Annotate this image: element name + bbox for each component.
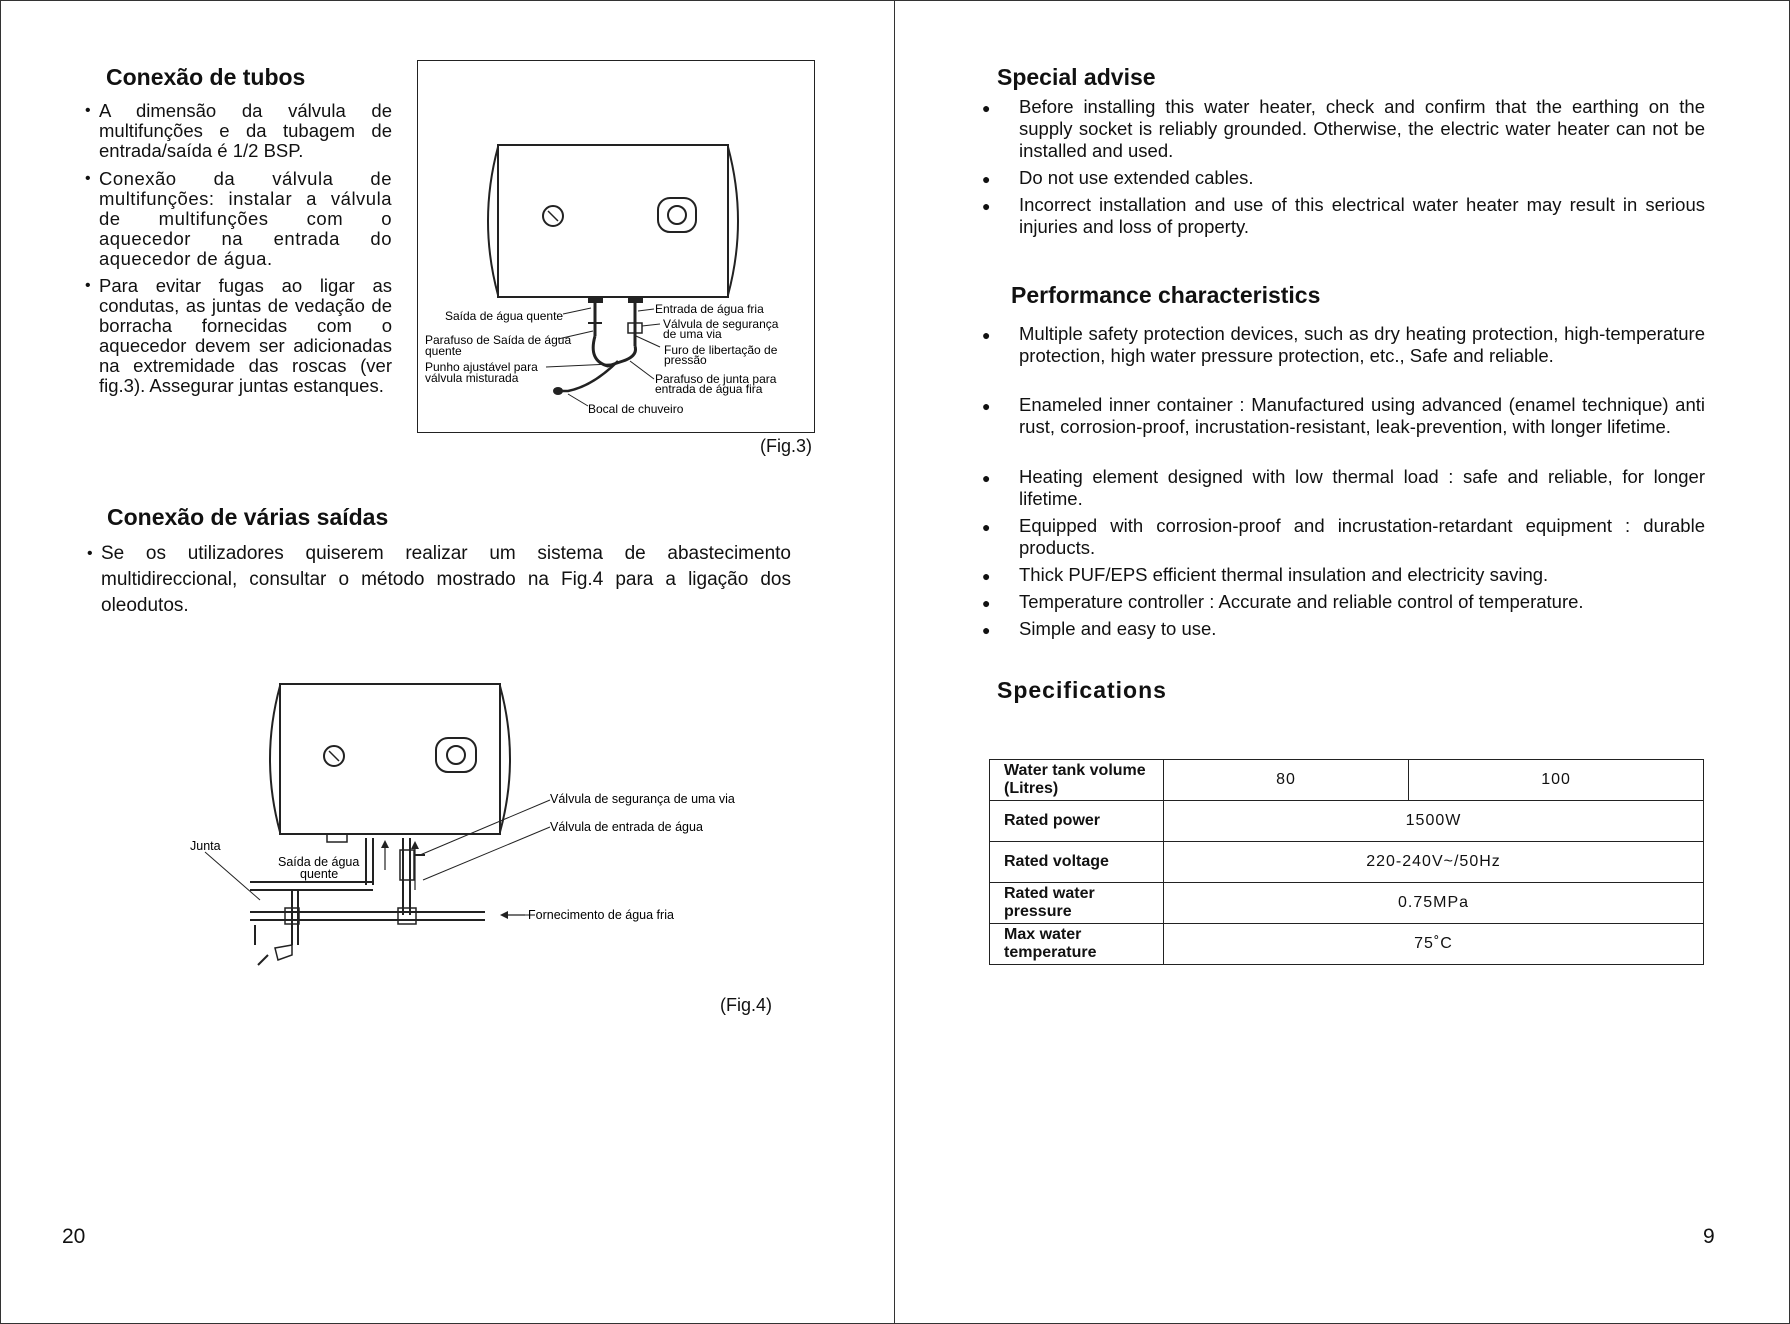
fig3-label-hot-screw-2: quente bbox=[425, 344, 462, 358]
perf-heading: Performance characteristics bbox=[1011, 282, 1321, 308]
multi-bullet: • Se os utilizadores quiserem realizar um sistema de abastecimento multidireccional, consultar o método mostrado na Fig.4 para a ligação dos oleodutos. bbox=[87, 543, 791, 616]
spec-table bbox=[989, 759, 1704, 965]
fig3-label-hot-screw-1: Parafuso de Saída de água bbox=[425, 333, 572, 347]
spec-heading: Specifications bbox=[997, 677, 1167, 703]
fig4-label-inlet-valve: Válvula de entrada de água bbox=[550, 820, 703, 834]
spec-label: Rated voltage bbox=[990, 842, 1164, 883]
tubes-bullet-3: • Para evitar fugas ao ligar as condutas, as juntas de vedação de borracha fornecidas com o aquecedor devem ser adicionadas na extremidade das roscas (ver fig.3). Assegurar juntas estanques. bbox=[85, 275, 392, 396]
fig3-label-cold-inlet: Entrada de água fria bbox=[655, 302, 764, 316]
perf-bullet-7: ● Simple and easy to use. bbox=[982, 618, 1217, 639]
spec-row-voltage bbox=[990, 842, 1704, 883]
multi-heading: Conexão de várias saídas bbox=[107, 504, 389, 530]
spec-value: 100 bbox=[1409, 760, 1704, 801]
spec-value: 75˚C bbox=[1164, 924, 1704, 965]
spec-label: Max water temperature bbox=[990, 924, 1164, 965]
fig3-label-safety-2: de uma via bbox=[663, 327, 722, 341]
fig4-knob-icon bbox=[436, 738, 476, 772]
perf-bullet-1: ● Multiple safety protection devices, such as dry heating protection, high-temperature protection, high water pressure protection, etc., Safe and reliable. bbox=[982, 323, 1705, 366]
fig3-label-joint-screw-2: entrada de água fira bbox=[655, 382, 763, 396]
spec-row-temperature bbox=[990, 924, 1704, 965]
special-bullet-2: ● Do not use extended cables. bbox=[982, 167, 1254, 188]
fig3-label-safety-1: Válvula de segurança bbox=[663, 317, 779, 331]
fig3-diagram bbox=[417, 60, 815, 433]
perf-bullet-5: ● Thick PUF/EPS efficient thermal insulation and electricity saving. bbox=[982, 564, 1549, 585]
fig4-diagram bbox=[180, 670, 780, 970]
fig4-label-hot-2: quente bbox=[300, 867, 339, 881]
spec-value: 220-240V~/50Hz bbox=[1164, 842, 1704, 883]
special-bullet-1: ● Before installing this water heater, check and confirm that the earthing on the supply socket is reliably grounded. Otherwise, the electric water heater can not be installed and used. bbox=[982, 96, 1705, 161]
perf-bullet-2: ● Enameled inner container : Manufactured using advanced (enamel technique) anti rust, corrosion-proof, incrustation-resistant, leak-prevention, with longer lifetime. bbox=[982, 394, 1705, 437]
fig3-label-handle-1: Punho ajustável para bbox=[425, 360, 538, 374]
spec-value: 1500W bbox=[1164, 801, 1704, 842]
page-number-right: 9 bbox=[1703, 1225, 1715, 1248]
page-number-left: 20 bbox=[62, 1225, 86, 1248]
fig3-caption: (Fig.3) bbox=[760, 436, 813, 456]
spec-label: Rated power bbox=[990, 801, 1164, 842]
perf-bullet-3: ● Heating element designed with low thermal load : safe and reliable, for longer lifetime. bbox=[982, 466, 1705, 509]
tubes-heading: Conexão de tubos bbox=[106, 64, 306, 90]
perf-bullet-4: ● Equipped with corrosion-proof and incrustation-retardant equipment : durable products. bbox=[982, 515, 1705, 558]
spec-row-power bbox=[990, 801, 1704, 842]
perf-bullet-6: ● Temperature controller : Accurate and reliable control of temperature. bbox=[982, 591, 1584, 612]
fig3-label-joint-screw-1: Parafuso de junta para bbox=[655, 372, 777, 386]
special-heading: Special advise bbox=[997, 64, 1156, 90]
fig3-label-handle-2: válvula misturada bbox=[425, 371, 519, 385]
tubes-bullet-2: • Conexão da válvula de multifunções: instalar a válvula de multifunções com o aquecedor na entrada do aquecedor de água. bbox=[85, 168, 392, 269]
page-divider bbox=[894, 0, 895, 1324]
spec-row-volume bbox=[990, 760, 1704, 801]
spec-label: Rated water pressure bbox=[990, 883, 1164, 924]
tubes-bullet-1: • A dimensão da válvula de multifunções e da tubagem de entrada/saída é 1/2 BSP. bbox=[85, 100, 392, 161]
fig4-label-hot-1: Saída de água bbox=[278, 855, 360, 869]
fig3-label-shower: Bocal de chuveiro bbox=[588, 402, 684, 416]
special-bullet-3: ● Incorrect installation and use of this electrical water heater may result in serious injuries and loss of property. bbox=[982, 194, 1705, 237]
spec-label: Water tank volume (Litres) bbox=[990, 760, 1164, 801]
spec-row-pressure bbox=[990, 883, 1704, 924]
fig3-label-relief-2: pressão bbox=[664, 353, 707, 367]
fig4-label-joint: Junta bbox=[190, 839, 221, 853]
fig3-label-relief-1: Furo de libertação de bbox=[664, 343, 778, 357]
fig4-label-cold-supply: Fornecimento de água fria bbox=[528, 908, 674, 922]
spec-value: 80 bbox=[1164, 760, 1409, 801]
fig4-caption: (Fig.4) bbox=[720, 995, 773, 1015]
knob-icon bbox=[658, 198, 696, 232]
spec-value: 0.75MPa bbox=[1164, 883, 1704, 924]
fig3-label-hot-outlet: Saída de água quente bbox=[445, 309, 564, 323]
fig4-label-safety: Válvula de segurança de uma via bbox=[550, 792, 735, 806]
